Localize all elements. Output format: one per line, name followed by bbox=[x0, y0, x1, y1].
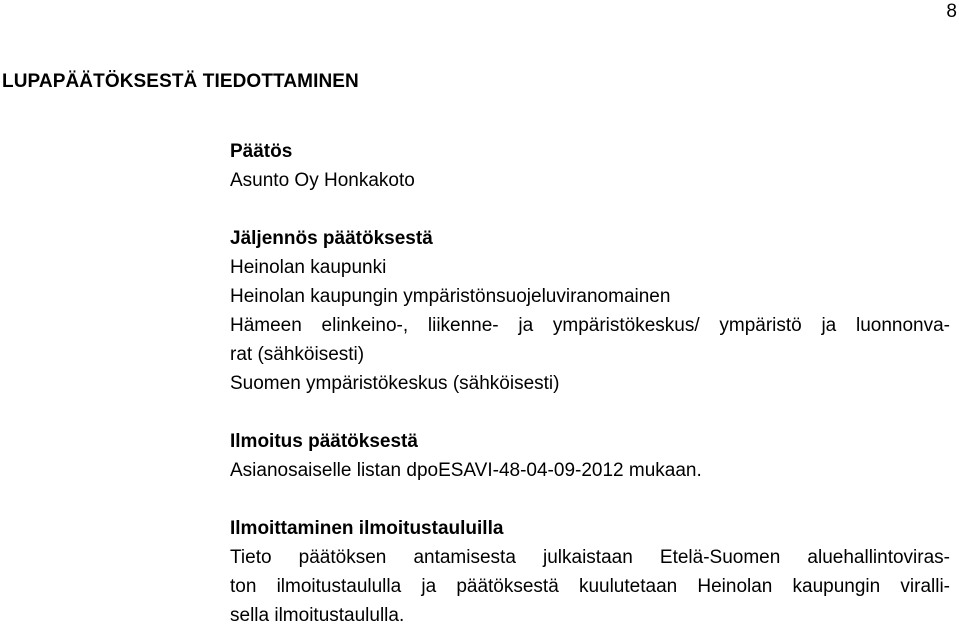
document-body bbox=[230, 137, 950, 630]
section-heading: Ilmoitus päätöksestä bbox=[230, 431, 418, 452]
page-number: 8 bbox=[946, 1, 957, 22]
section-decision bbox=[230, 137, 950, 195]
noticeboard-text-line: sella ilmoitustaululla. bbox=[230, 605, 405, 626]
document-title: LUPAPÄÄTÖKSESTÄ TIEDOTTAMINEN bbox=[2, 71, 359, 92]
decision-recipient: Asunto Oy Honkakoto bbox=[230, 170, 415, 191]
copy-recipient-line: rat (sähköisesti) bbox=[230, 344, 365, 365]
section-heading: Jäljennös päätöksestä bbox=[230, 228, 433, 249]
copy-recipient-line: Heinolan kaupungin ympäristönsuojeluviranomainen bbox=[230, 286, 671, 307]
section-decision-copy bbox=[230, 224, 950, 398]
notice-text: Asianosaiselle listan dpoESAVI-48-04-09-2012 mukaan. bbox=[230, 460, 702, 481]
section-decision-notice bbox=[230, 427, 950, 485]
noticeboard-text-line: Tieto päätöksen antamisesta julkaistaan Etelä-Suomen aluehallintoviras- bbox=[230, 547, 950, 568]
copy-recipient-line: Suomen ympäristökeskus (sähköisesti) bbox=[230, 373, 560, 394]
copy-recipient-line: Heinolan kaupunki bbox=[230, 257, 387, 278]
section-heading: Päätös bbox=[230, 141, 293, 162]
section-heading: Ilmoittaminen ilmoitustauluilla bbox=[230, 518, 504, 539]
section-noticeboard bbox=[230, 514, 950, 630]
noticeboard-text-line: ton ilmoitustaululla ja päätöksestä kuulutetaan Heinolan kaupungin viralli- bbox=[230, 576, 950, 597]
copy-recipient-line: Hämeen elinkeino-, liikenne- ja ympäristökeskus/ ympäristö ja luonnonva- bbox=[230, 315, 950, 336]
